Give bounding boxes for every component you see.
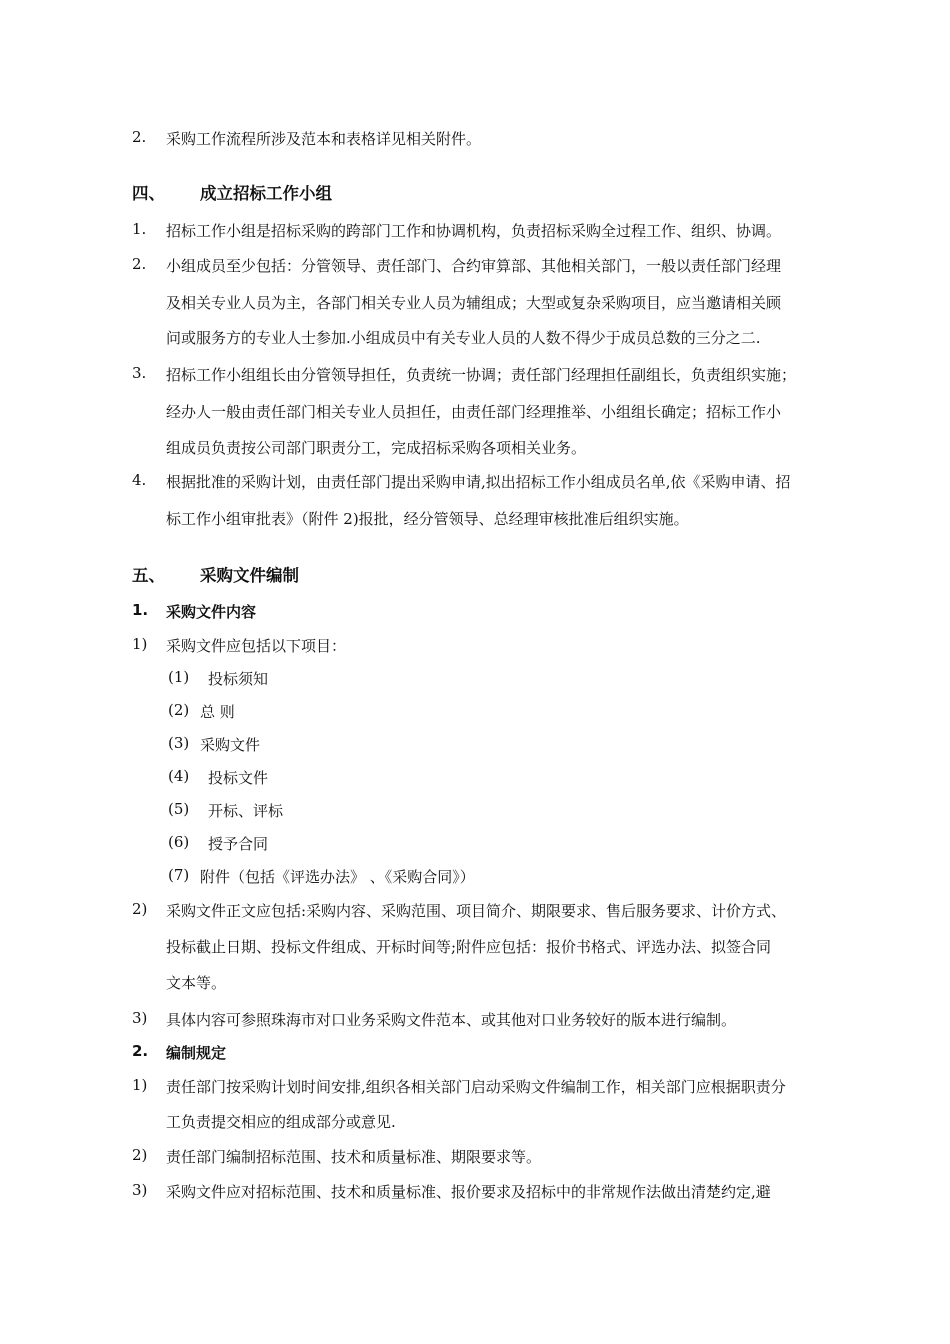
item-number: 4. [132, 471, 147, 489]
sub-item-number: (6) [168, 833, 190, 851]
item-line: 责任部门编制招标范围、技术和质量标准、期限要求等。 [166, 1148, 542, 1166]
item-number: 2. [132, 255, 147, 273]
subsection-title: 编制规定 [166, 1044, 227, 1062]
item-line: 及相关专业人员为主，各部门相关专业人员为辅组成；大型或复杂采购项目，应当邀请相关顾 [166, 294, 782, 312]
sub-item-text: 总 则 [200, 703, 235, 721]
item-line: 采购文件正文应包括:采购内容、采购范围、项目简介、期限要求、售后服务要求、计价方式、 [166, 902, 787, 920]
sub-item-number: (2) [168, 701, 190, 719]
item-number: 2. [132, 128, 147, 146]
section-number: 四、 [132, 184, 165, 203]
sub-item-number: (5) [168, 800, 190, 818]
sub-item-text: 投标文件 [208, 769, 269, 787]
sub-item-number: (1) [168, 668, 190, 686]
item-line: 投标截止日期、投标文件组成、开标时间等;附件应包括：报价书格式、评选办法、拟签合同 [166, 938, 772, 956]
item-line: 问或服务方的专业人士参加.小组成员中有关专业人员的人数不得少于成员总数的三分之二. [166, 329, 761, 347]
item-line: 招标工作小组组长由分管领导担任，负责统一协调；责任部门经理担任副组长，负责组织实施； [166, 366, 797, 384]
item-line: 小组成员至少包括：分管领导、责任部门、合约审算部、其他相关部门，一般以责任部门经理 [166, 257, 782, 275]
item-number: 3) [132, 1009, 148, 1027]
item-number: 2) [132, 1146, 148, 1164]
section-number: 五、 [132, 566, 165, 585]
item-line: 采购文件应包括以下项目： [166, 637, 347, 655]
sub-item-number: (7) [168, 866, 190, 884]
sub-item-text: 投标须知 [208, 670, 269, 688]
item-line: 组成员负责按公司部门职责分工，完成招标采购各项相关业务。 [166, 439, 587, 457]
subsection-number: 2. [132, 1042, 149, 1060]
section-title: 采购文件编制 [200, 566, 299, 585]
item-number: 3) [132, 1181, 148, 1199]
item-line: 经办人一般由责任部门相关专业人员担任，由责任部门经理推举、小组组长确定；招标工作小 [166, 403, 782, 421]
sub-item-text: 授予合同 [208, 835, 269, 853]
item-line: 招标工作小组是招标采购的跨部门工作和协调机构，负责招标采购全过程工作、组织、协调。 [166, 222, 782, 240]
sub-item-number: (3) [168, 734, 190, 752]
subsection-number: 1. [132, 601, 149, 619]
sub-item-text: 开标、评标 [208, 802, 284, 820]
subsection-title: 采购文件内容 [166, 603, 257, 621]
item-number: 1) [132, 1076, 148, 1094]
item-line: 文本等。 [166, 974, 227, 992]
sub-item-number: (4) [168, 767, 190, 785]
item-line: 责任部门按采购计划时间安排,组织各相关部门启动采购文件编制工作，相关部门应根据职责分 [166, 1078, 786, 1096]
item-line: 根据批准的采购计划，由责任部门提出采购申请,拟出招标工作小组成员名单,依《采购申请、招 [166, 473, 791, 491]
sub-item-text: 附件（包括《评选办法》 、《采购合同》） [200, 868, 475, 886]
sub-item-text: 采购文件 [200, 736, 261, 754]
item-line: 标工作小组审批表》（附件 2)报批，经分管领导、总经理审核批准后组织实施。 [166, 510, 689, 528]
item-line: 采购文件应对招标范围、技术和质量标准、报价要求及招标中的非常规作法做出清楚约定,避 [166, 1183, 771, 1201]
item-number: 2) [132, 900, 148, 918]
item-number: 3. [132, 364, 147, 382]
section-title: 成立招标工作小组 [200, 184, 332, 203]
item-number: 1) [132, 635, 148, 653]
item-text: 采购工作流程所涉及范本和表格详见相关附件。 [166, 130, 482, 148]
item-line: 工负责提交相应的组成部分或意见. [166, 1113, 396, 1131]
item-line: 具体内容可参照珠海市对口业务采购文件范本、或其他对口业务较好的版本进行编制。 [166, 1011, 737, 1029]
item-number: 1. [132, 220, 147, 238]
